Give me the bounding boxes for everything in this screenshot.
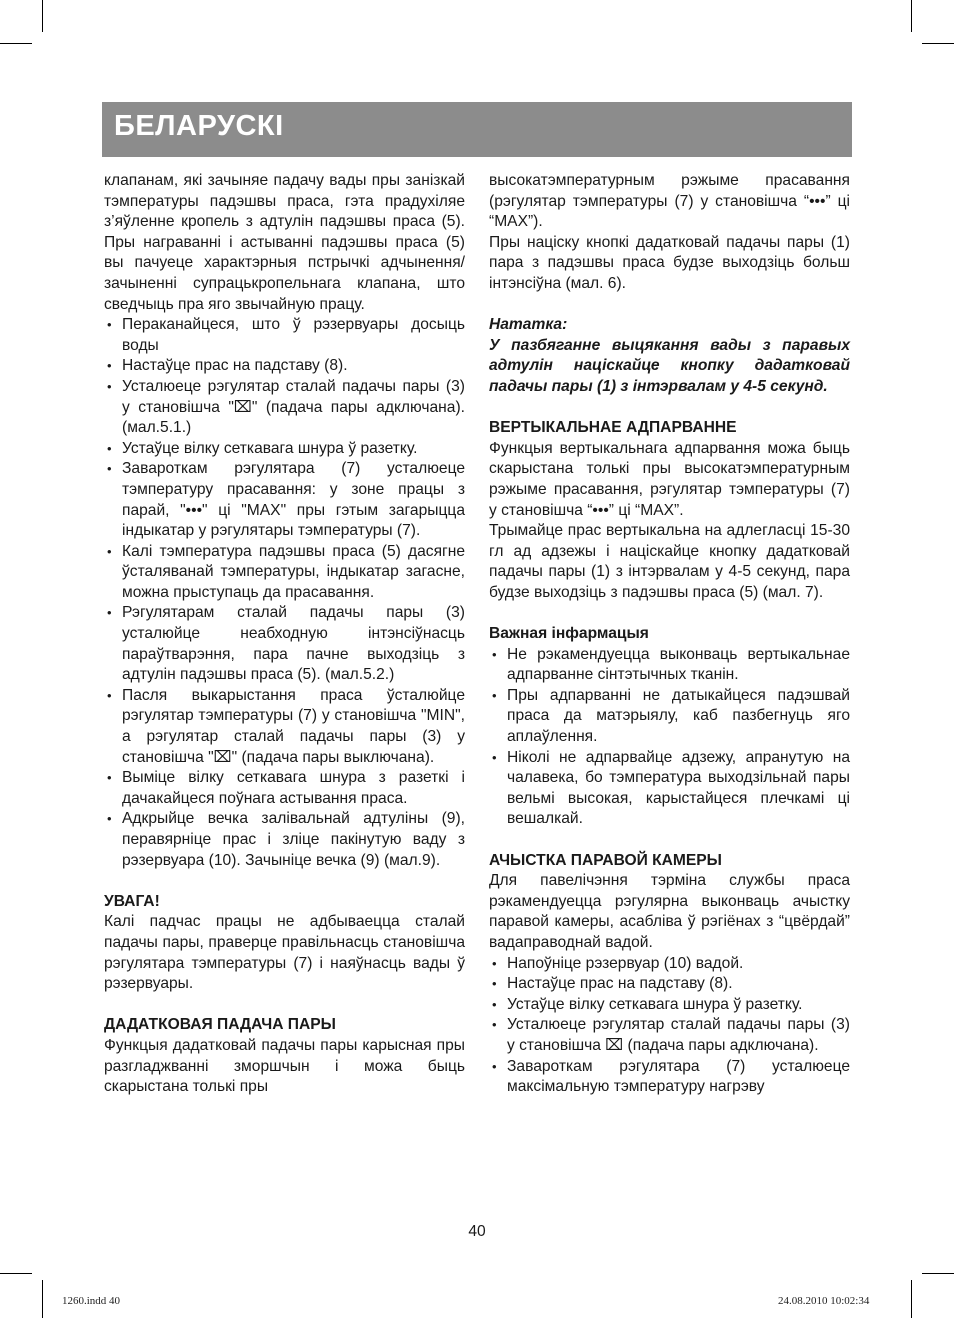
list-item: • Настаўце прас на падставу (8). [489,974,850,995]
list-item: • Калі тэмпература падэшвы праса (5) дасягне ўсталяванай тэмпературы, індыкатар загасне, можна прыступаць да прасавання. [104,542,465,604]
intro-paragraph: клапанам, які зачыняе падачу вады пры занізкай тэмпературы падэшвы праса, гэта прадухіляе з’яўленне кропель з адтулін падэшвы праса (5). Пры награванні і астыванні падэшвы праса (5) вы пачуеце характэрныя пстрычкі адчынення/зачыненні супрацькропельнага клапана, што сведчыць пра яго звычайную працу. [104,172,465,313]
crop-mark [922,1273,954,1274]
note-label: Нататка: [489,316,568,334]
important-list [489,645,850,830]
vertical-steam-text: Функцыя вертыкальнага адпарвання можа быць скарыстана толькі пры высокатэмпературным рэжыме прасавання, рэгулятар тэмпературы (7) у становішча “•••” ці “MAX”. [489,439,850,519]
crop-mark [911,0,912,32]
list-item: • Напоўніце рэзервуар (10) вадой. [489,954,850,975]
list-item: • Не рэкамендуецца выконваць вертыкальнае адпарванне сінтэтычных тканін. [489,645,850,686]
list-item: • Выміце вілку сеткавага шнура з разеткі і дачакайцеся поўнага астывання праса. [104,768,465,809]
list-item: • Завароткам рэгулятара (7) усталюеце максімальную тэмпературу нагрэву [489,1057,850,1098]
instructions-list [104,315,465,871]
cleaning-text: Для павелічэння тэрміна службы праса рэкамендуецца рэгулярна выконваць ачыстку паравой камеры, асабліва ў рэгіёнах з “цвёрдай” вадаправоднай вадой. [489,872,850,951]
list-item: • Пры адпарванні не датыкайцеся падэшвай праса да матэрыялу, каб пазбегнуць яго аплаўлення. [489,686,850,748]
cleaning-heading: АЧЫСТКА ПАРАВОЙ КАМЕРЫ [489,851,722,869]
list-item: • Рэгулятарам сталай падачы пары (3) усталюйце неабходную інтэнсіўнасць параўтварэння, пара пачне выходзіць з адтулін падэшвы праса (5). (мал.5.2.) [104,603,465,685]
page-number: 40 [468,1223,486,1240]
list-item: • Настаўце прас на падставу (8). [104,356,465,377]
list-item: • Пасля выкарыстання праса ўсталюйце рэгулятар тэмпературы (7) у становішча "MIN", а рэгулятар сталай падачы пары (3) у становішча "⌧" (падача пары выключана). [104,686,465,768]
cleaning-list [489,954,850,1098]
crop-mark [911,1280,912,1318]
crop-mark [0,43,32,44]
vertical-steam-text: Трымайце прас вертыкальна на адлегласці 15-30 гл ад адзежы і націскайце кнопку дадатковай падачы пары (1) з інтэрвалам у 4-5 секунд, пара будзе выходзіць з падэшвы праса (5) (мал. 7). [489,522,850,601]
timestamp-slug: 24.08.2010 10:02:34 [778,1295,870,1307]
left-column [104,171,465,1098]
vertical-steam-heading: ВЕРТЫКАЛЬНАЕ АДПАРВАННЕ [489,419,737,437]
file-slug: 1260.indd 40 [62,1295,121,1307]
important-heading: Важная інфармацыя [489,625,649,643]
right-column [489,171,850,1098]
crop-mark [42,0,43,32]
section-header [102,102,852,157]
list-item: • Устаўце вілку сеткавага шнура ў разетку. [489,995,850,1016]
crop-mark [922,43,954,44]
list-item: • Завароткам рэгулятара (7) усталюеце тэмпературу прасавання: у зоне працы з парай, "•••" ці "MAX" пры гэтым загарыцца індыкатар у рэгулятары тэмпературы (7). [104,459,465,541]
extra-steam-press: Пры націску кнопкі дадатковай падачы пары (1) пара з падэшвы праса будзе выходзіць больш інтэнсіўна (мал. 6). [489,233,850,292]
list-item: • Усталюеце рэгулятар сталай падачы пары (3) у становішча "⌧" (падача пары адключана). (мал.5.1.) [104,377,465,439]
list-item: • Ніколі не адпарвайце адзежу, апранутую на чалавека, бо тэмпература выходзільнай пары вельмі высокая, карыстайцеся плечкамі ці вешалкай. [489,748,850,830]
list-item: • Пераканайцеся, што ў рэзервуары досыць воды [104,315,465,356]
crop-mark [42,1280,43,1318]
warning-heading: УВАГА! [104,892,160,910]
list-item: • Устаўце вілку сеткавага шнура ў разетку. [104,439,465,460]
page-title: БЕЛАРУСКІ [114,110,284,142]
warning-text: Калі падчас працы не адбываецца сталай падачы пары, праверце правільнасць становішча рэгулятара тэмпературы (7) і наяўнасць вады ў рэзервуары. [104,913,465,993]
extra-steam-text: Функцыя дадатковай падачы пары карысная пры разгладжванні зморшчын і можа быць скарыстана толькі пры [104,1036,465,1096]
list-item: • Усталюеце рэгулятар сталай падачы пары (3) у становішча ⌧ (падача пары адключана). [489,1015,850,1056]
list-item: • Адкрыйце вечка залівальнай адтуліны (9), перавярніце прас і зліце пакінутую ваду з рэзервуара (10). Зачыніце вечка (9) (мал.9). [104,809,465,871]
extra-steam-heading: ДАДАТКОВАЯ ПАДАЧА ПАРЫ [104,1016,336,1034]
extra-steam-continued: высокатэмпературным рэжыме прасавання (рэгулятар тэмпературы (7) у становішча “•••” ці “MAX”). [489,172,850,231]
note-text: У пазбяганне выцякання вады з паравых адтулін націскайце кнопку дадатковай падачы пары (1) з інтэрвалам у 4-5 секунд. [489,336,850,395]
crop-mark [0,1273,32,1274]
